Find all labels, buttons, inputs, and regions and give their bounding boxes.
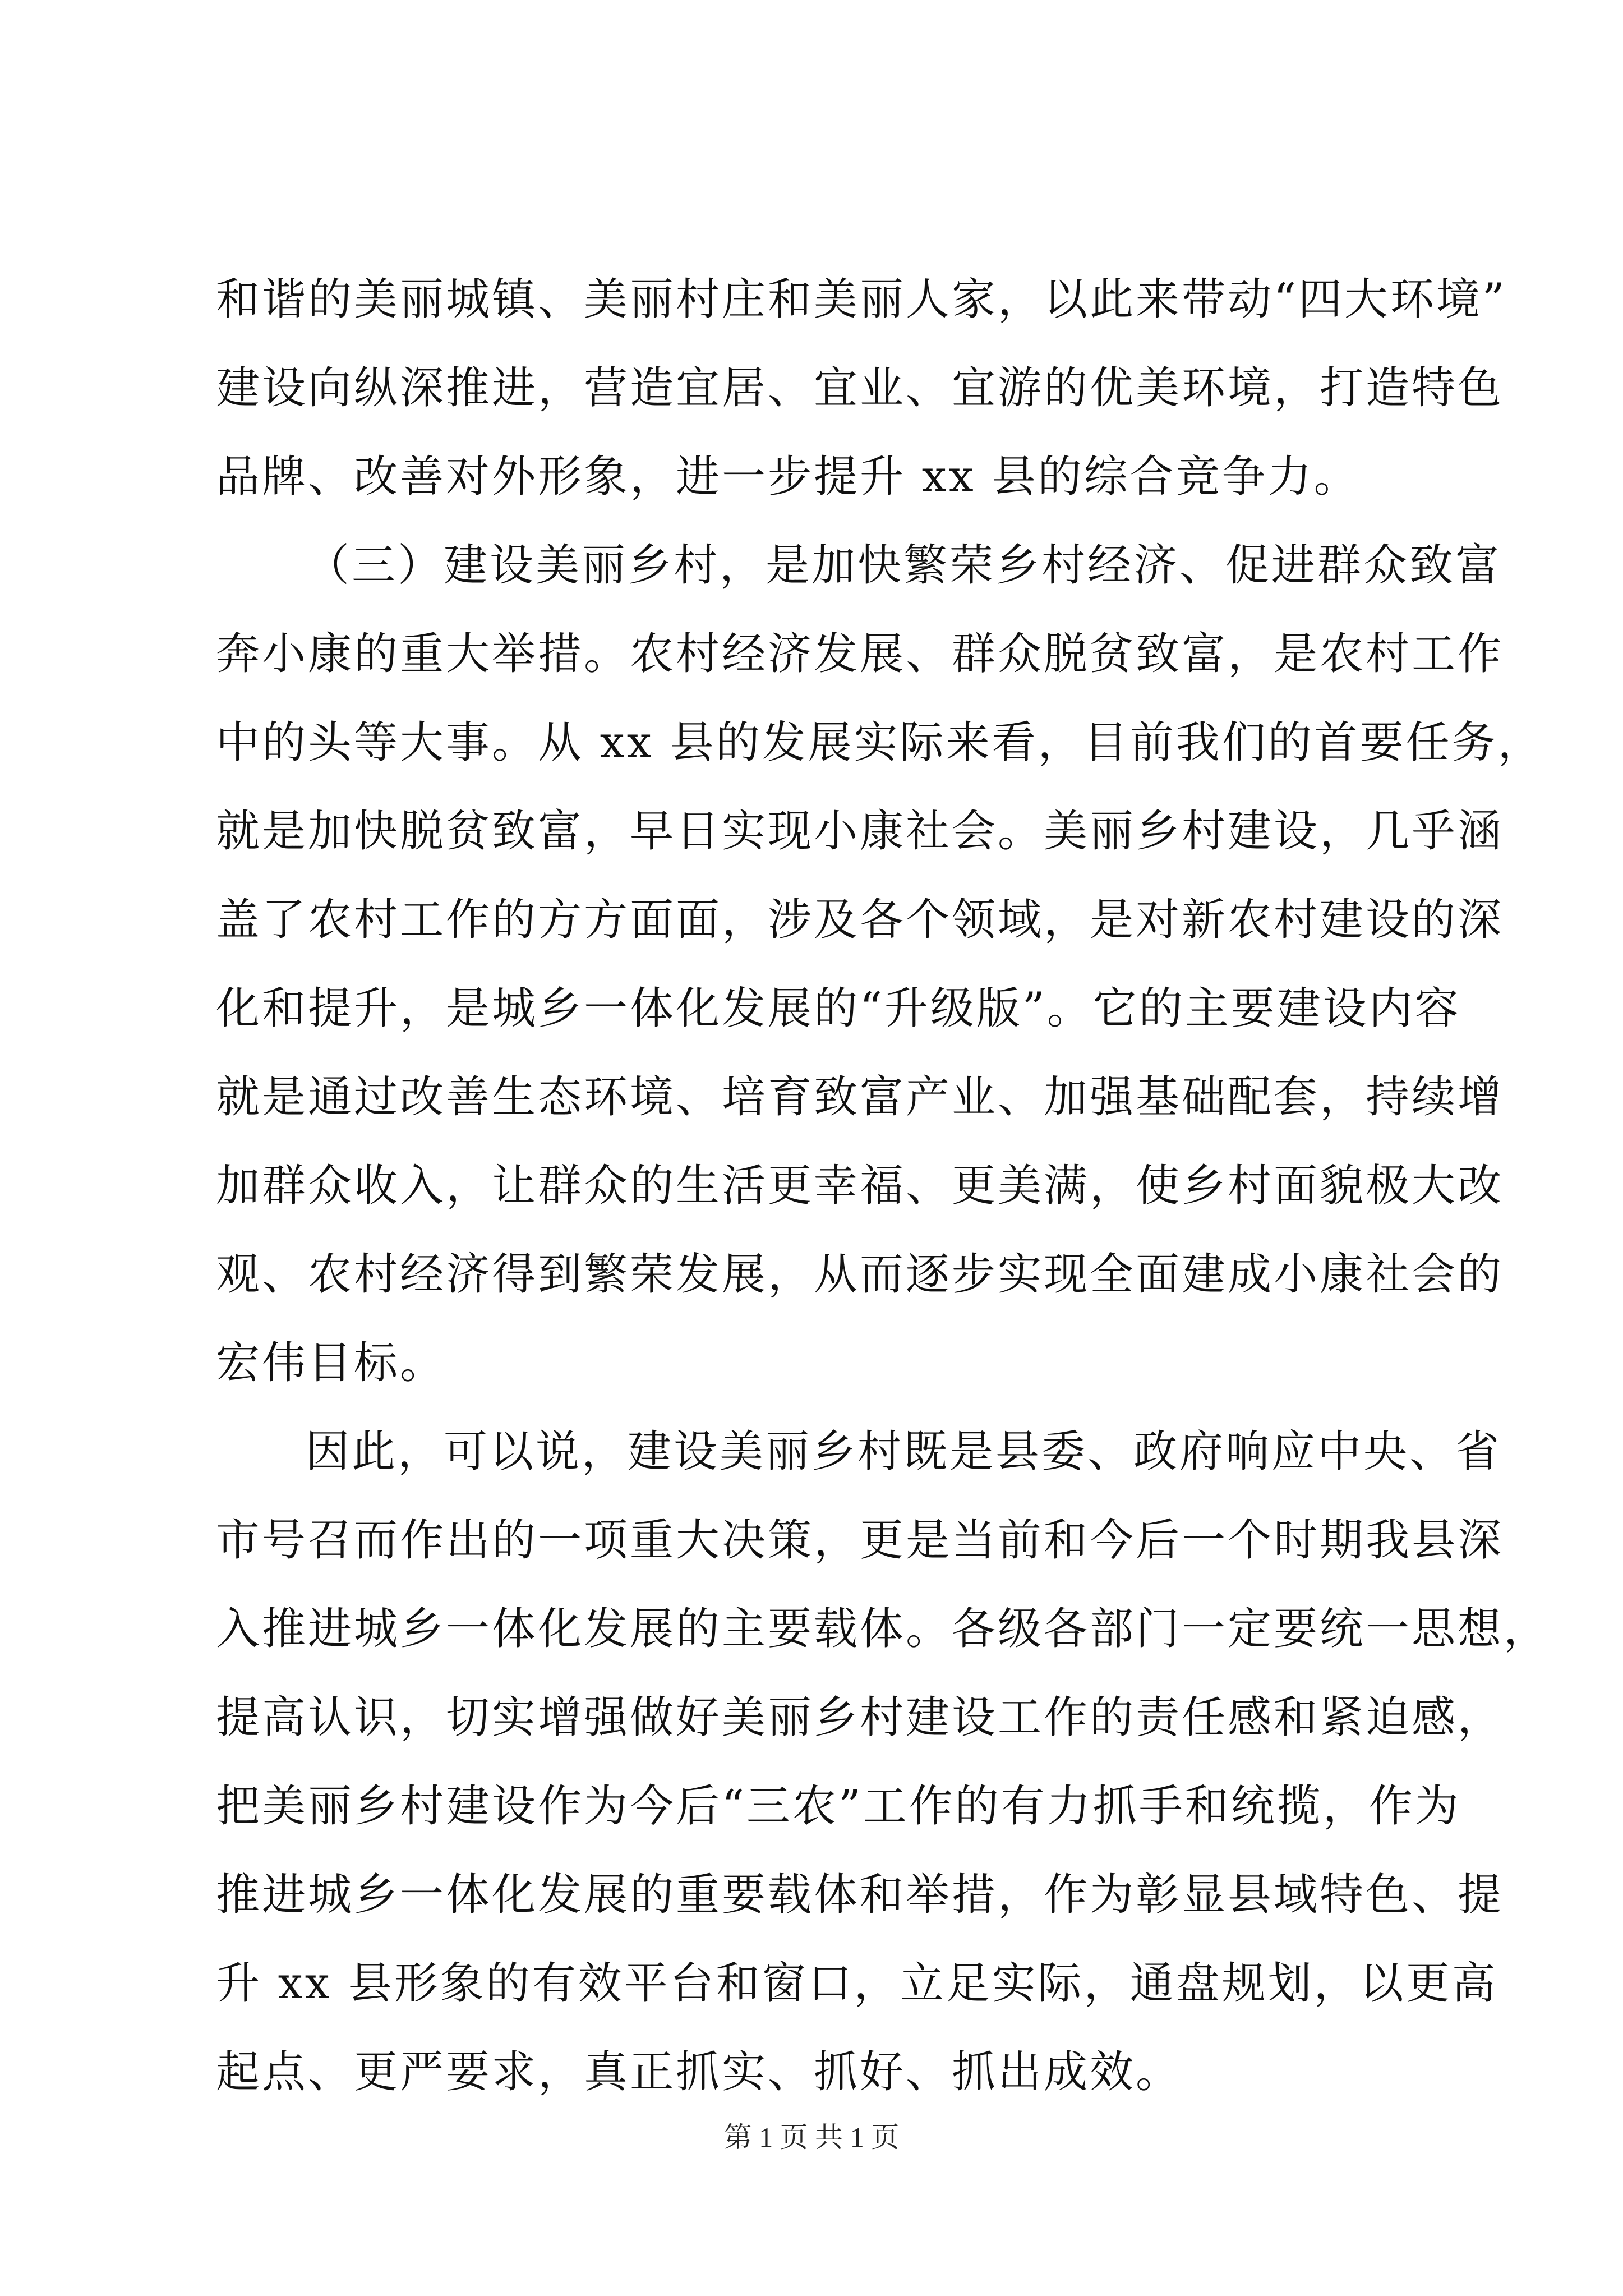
text-line: 化和提升，是城乡一体化发展的“升级版”。它的主要建设内容	[216, 983, 1461, 1034]
text-line: 中的头等大事。从 xx 县的发展实际来看，目前我们的首要任务，	[216, 717, 1544, 768]
text-line: 奔小康的重大举措。农村经济发展、群众脱贫致富，是农村工作	[216, 629, 1504, 679]
text-line: 就是通过改善生态环境、培育致富产业、加强基础配套，持续增	[216, 1072, 1504, 1122]
paragraph-start-line: （三）建设美丽乡村，是加快繁荣乡村经济、促进群众致富	[306, 540, 1502, 591]
text-line: 推进城乡一体化发展的重要载体和举措，作为彰显县域特色、提	[216, 1870, 1504, 1920]
text-line: 提高认识，切实增强做好美丽乡村建设工作的责任感和紧迫感，	[216, 1692, 1504, 1743]
text-line: 盖了农村工作的方方面面，涉及各个领域，是对新农村建设的深	[216, 895, 1504, 945]
text-line: 观、农村经济得到繁荣发展，从而逐步实现全面建成小康社会的	[216, 1249, 1504, 1300]
text-line: 升 xx 县形象的有效平台和窗口，立足实际，通盘规划，以更高	[216, 1958, 1498, 2009]
text-line: 入推进城乡一体化发展的主要载体。各级各部门一定要统一思想，	[216, 1604, 1550, 1654]
text-line: 宏伟目标。	[216, 1338, 446, 1388]
text-line: 建设向纵深推进，营造宜居、宜业、宜游的优美环境，打造特色	[216, 363, 1504, 413]
document-body	[216, 255, 1550, 2116]
text-line: 品牌、改善对外形象，进一步提升 xx 县的综合竞争力。	[216, 452, 1360, 502]
page-number-footer: 第 1 页 共 1 页	[723, 2122, 900, 2153]
paragraph-start-line: 因此，可以说，建设美丽乡村既是县委、政府响应中央、省	[306, 1427, 1502, 1477]
text-line: 把美丽乡村建设作为今后“三农”工作的有力抓手和统揽，作为	[216, 1781, 1461, 1832]
text-line: 起点、更严要求，真正抓实、抓好、抓出成效。	[216, 2047, 1182, 2097]
text-line: 就是加快脱贫致富，早日实现小康社会。美丽乡村建设，几乎涵	[216, 806, 1504, 857]
text-line: 市号召而作出的一项重大决策，更是当前和今后一个时期我县深	[216, 1515, 1504, 1566]
text-line: 加群众收入，让群众的生活更幸福、更美满，使乡村面貌极大改	[216, 1161, 1504, 1211]
text-line: 和谐的美丽城镇、美丽村庄和美丽人家，以此来带动“四大环境”	[216, 274, 1507, 325]
